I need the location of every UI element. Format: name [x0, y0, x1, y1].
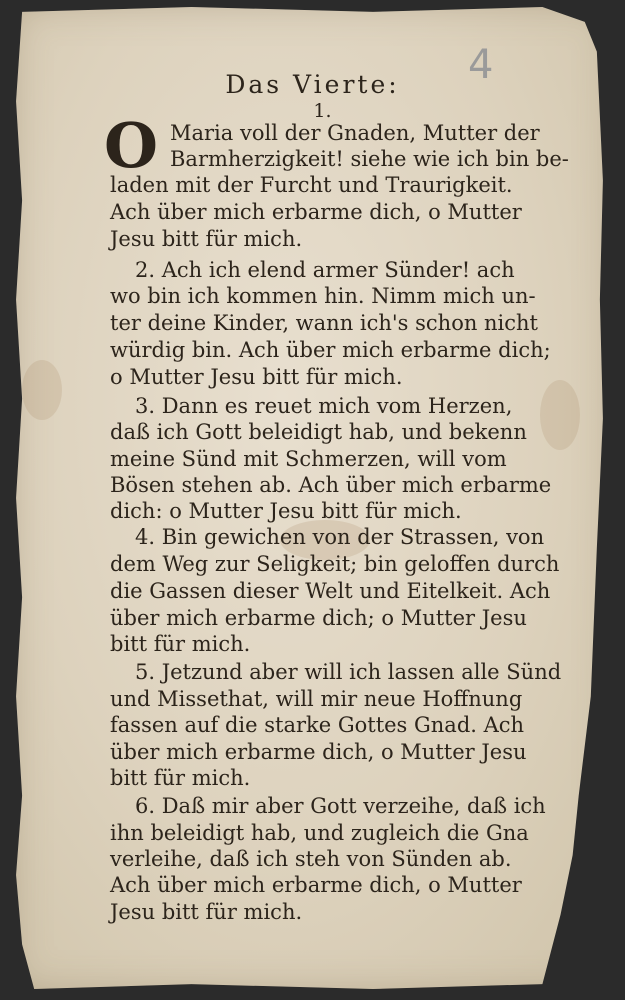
corner-page-mark: 4 [468, 42, 494, 88]
text-line: bitt für mich. [110, 632, 251, 656]
text-line: 2. Ach ich elend armer Sünder! ach [135, 258, 515, 282]
paper-stain [22, 360, 62, 420]
text-line: Jesu bitt für mich. [110, 227, 303, 251]
text-line: fassen auf die starke Gottes Gnad. Ach [110, 713, 525, 737]
text-line: ter deine Kinder, wann ich's schon nicht [110, 311, 538, 335]
text-line: die Gassen dieser Welt und Eitelkeit. Ach [110, 579, 551, 603]
text-line: meine Sünd mit Schmerzen, will vom [110, 447, 507, 471]
text-line: bitt für mich. [110, 766, 251, 790]
text-line: Barmherzigkeit! siehe wie ich bin be- [170, 147, 569, 171]
text-line: 4. Bin gewichen von der Strassen, von [135, 525, 545, 549]
text-line: 5. Jetzund aber will ich lassen alle Sünd [135, 660, 562, 684]
text-line: wo bin ich kommen hin. Nimm mich un- [110, 284, 536, 308]
text-line: 3. Dann es reuet mich vom Herzen, [135, 394, 513, 418]
drop-cap-letter: O [104, 109, 159, 182]
paper-stain [540, 380, 580, 450]
verse-number: 1. [313, 100, 332, 122]
text-line: dem Weg zur Seligkeit; bin geloffen durch [110, 552, 560, 576]
text-line: ihn beleidigt hab, und zugleich die Gna [110, 821, 529, 845]
text-line: 6. Daß mir aber Gott verzeihe, daß ich [135, 794, 546, 818]
text-line: Ach über mich erbarme dich, o Mutter [110, 873, 522, 897]
text-line: über mich erbarme dich, o Mutter Jesu [110, 740, 527, 764]
text-line: daß ich Gott beleidigt hab, und bekenn [110, 420, 527, 444]
text-line: Ach über mich erbarme dich, o Mutter [110, 200, 522, 224]
text-line: verleihe, daß ich steh von Sünden ab. [110, 847, 512, 871]
text-line: dich: o Mutter Jesu bitt für mich. [110, 499, 462, 523]
text-line: Bösen stehen ab. Ach über mich erbarme [110, 473, 552, 497]
text-line: über mich erbarme dich; o Mutter Jesu [110, 606, 527, 630]
text-line: laden mit der Furcht und Traurigkeit. [110, 173, 513, 197]
text-line: und Missethat, will mir neue Hoffnung [110, 687, 523, 711]
text-line: würdig bin. Ach über mich erbarme dich; [110, 338, 551, 362]
text-line: o Mutter Jesu bitt für mich. [110, 365, 403, 389]
text-line: Jesu bitt für mich. [110, 900, 303, 924]
section-heading: Das Vierte: [225, 70, 400, 99]
text-line: Maria voll der Gnaden, Mutter der [170, 121, 540, 145]
